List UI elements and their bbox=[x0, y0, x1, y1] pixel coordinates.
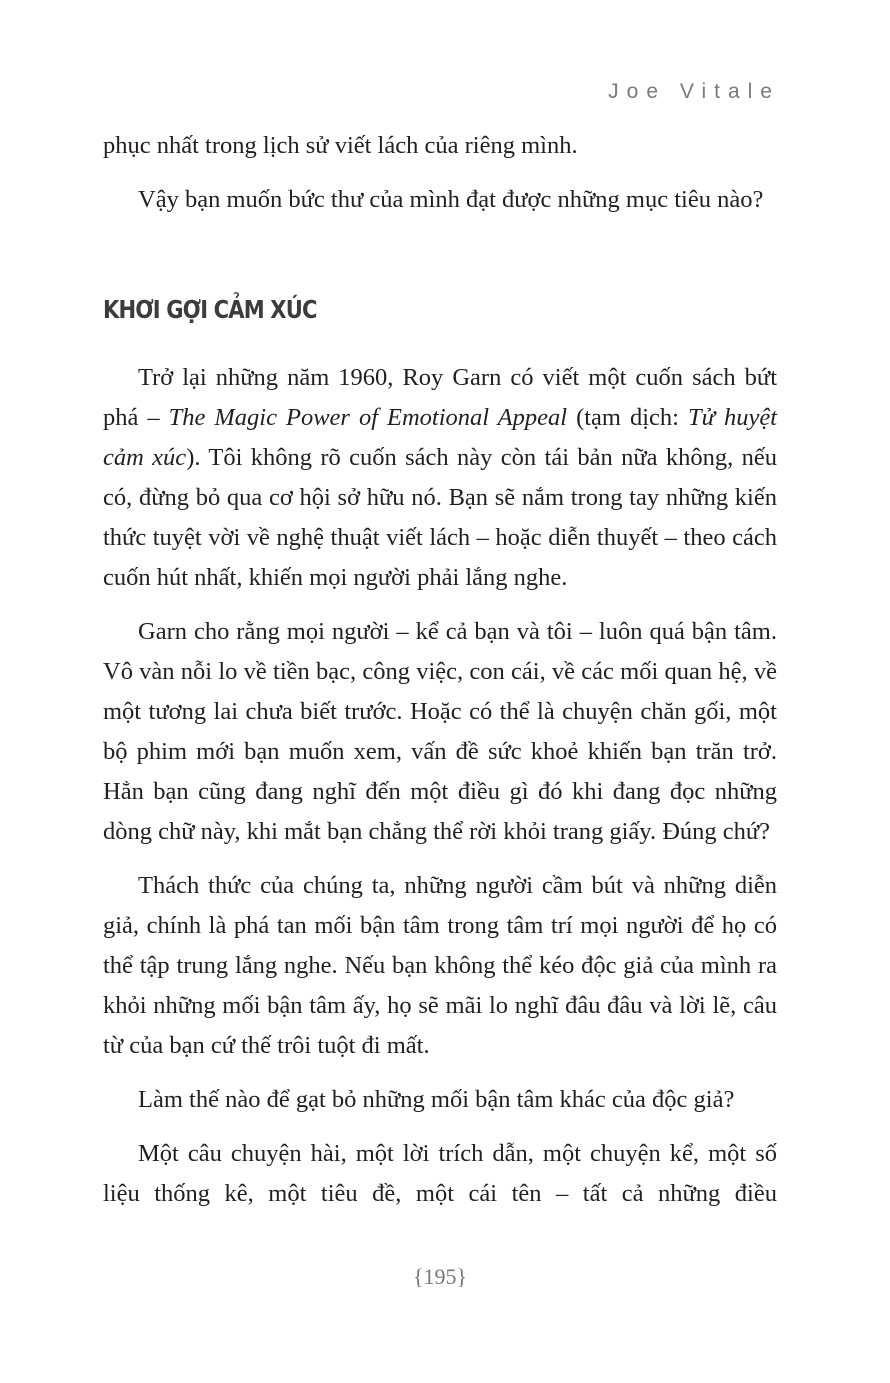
paragraph-how-to: Làm thế nào để gạt bỏ những mối bận tâm khác của độc giả? bbox=[138, 1086, 735, 1113]
running-header-author: Joe Vitale bbox=[608, 80, 780, 103]
text-segment: Trở lại những năm 1960, Roy Garn có viết một cuốn sách bứt phá – bbox=[103, 364, 777, 431]
paragraph-roy-garn bbox=[103, 358, 777, 598]
paragraph-question: Vậy bạn muốn bức thư của mình đạt được những mục tiêu nào? bbox=[138, 186, 764, 213]
paragraph-continuation: phục nhất trong lịch sử viết lách của riêng mình. bbox=[103, 132, 578, 159]
page-body bbox=[103, 126, 777, 1214]
book-title-vietnamese: Tử huyệt cảm xúc bbox=[103, 404, 778, 471]
text-segment: (tạm dịch: bbox=[567, 404, 688, 431]
paragraph-challenge: Thách thức của chúng ta, những người cầm bút và những diễn giả, chính là phá tan mối bận tâm trong tâm trí mọi người để họ có thể tập trung lắng nghe. Nếu bạn không thể kéo độc giả của mình ra khỏi những mối bận tâm ấy, họ sẽ mãi lo nghĩ đâu đâu và lời lẽ, câu từ của bạn cứ thế trôi tuột đi mất. bbox=[103, 872, 777, 1059]
paragraph-garn-busy: Garn cho rằng mọi người – kể cả bạn và tôi – luôn quá bận tâm. Vô vàn nỗi lo về tiền bạc, công việc, con cái, về các mối quan hệ, về một tương lai chưa biết trước. Hoặc có thể là chuyện chăn gối, một bộ phim mới bạn muốn xem, vấn đề sức khoẻ khiến bạn trăn trở. Hẳn bạn cũng đang nghĩ đến một điều gì đó khi đang đọc những dòng chữ này, khi mắt bạn chẳng thể rời khỏi trang giấy. Đúng chứ? bbox=[103, 618, 777, 845]
book-title-english: The Magic Power of Emotional Appeal bbox=[168, 404, 568, 431]
text-segment: ). Tôi không rõ cuốn sách này còn tái bản nữa không, nếu có, đừng bỏ qua cơ hội sở hữu nó. Bạn sẽ nắm trong tay những kiến thức tuyệt vời về nghệ thuật viết lách – hoặc diễn thuyết – theo cách cuốn hút nhất, khiến mọi người phải lắng nghe. bbox=[103, 444, 777, 591]
paragraph-examples: Một câu chuyện hài, một lời trích dẫn, một chuyện kể, một số liệu thống kê, một tiêu đề, một cái tên – tất cả những điều bbox=[103, 1140, 777, 1207]
section-heading: KHƠI GỢI CẢM XÚC bbox=[103, 295, 317, 324]
page-number: {195} bbox=[412, 1264, 468, 1289]
